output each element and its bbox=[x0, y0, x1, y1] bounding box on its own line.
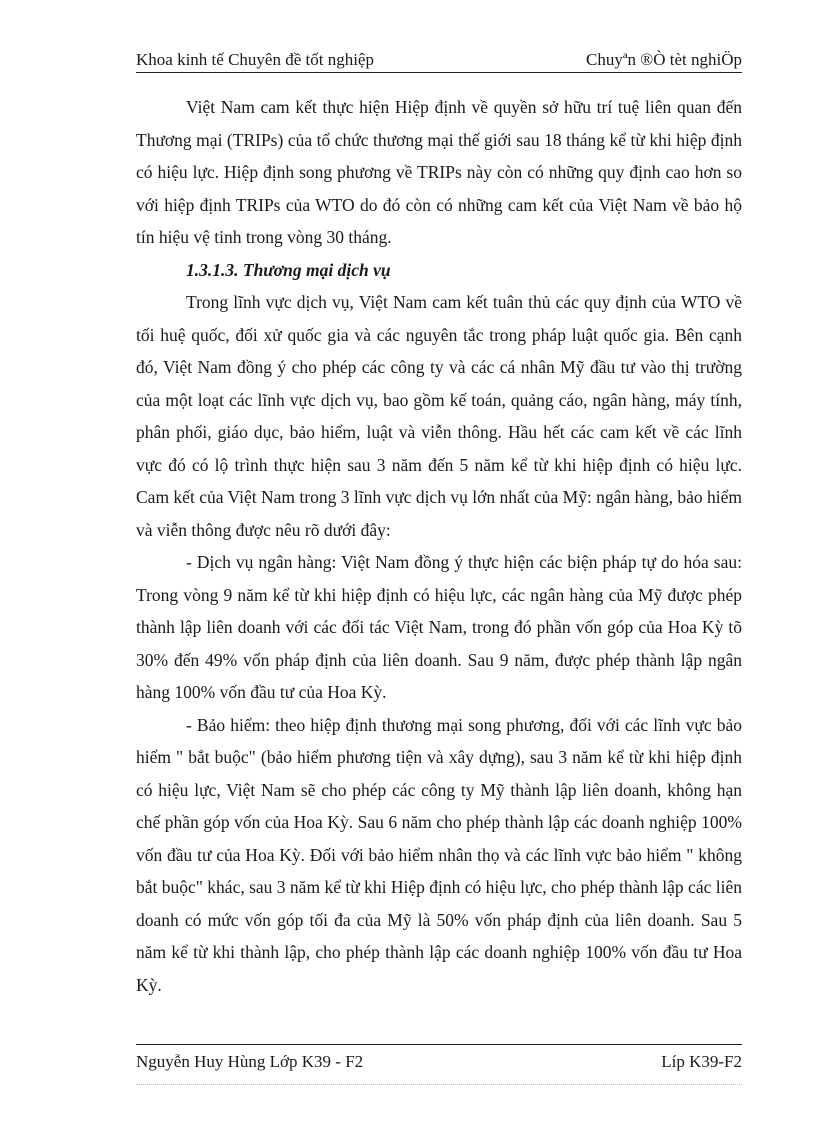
paragraph-services: Trong lĩnh vực dịch vụ, Việt Nam cam kết tuân thủ các quy định của WTO về tối huệ quốc, đối xử quốc gia và các nguyên tắc trong pháp luật quốc gia. Bên cạnh đó, Việt Nam đồng ý cho phép các công ty và các cá nhân Mỹ đầu tư vào thị trường của một loạt các lĩnh vực dịch vụ, bao gồm kế toán, quảng cáo, ngân hàng, máy tính, phân phối, giáo dục, bảo hiểm, luật và viễn thông. Hầu hết các cam kết về các lĩnh vực đó có lộ trình thực hiện sau 3 năm đến 5 năm kể từ khi hiệp định có hiệu lực. Cam kết của Việt Nam trong 3 lĩnh vực dịch vụ lớn nhất của Mỹ: ngân hàng, bảo hiểm và viễn thông được nêu rõ dưới đây: bbox=[136, 292, 742, 540]
section-heading: 1.3.1.3. Thương mại dịch vụ bbox=[186, 259, 391, 280]
page-header bbox=[136, 48, 742, 73]
document-body bbox=[136, 91, 742, 1001]
page-footer bbox=[136, 1044, 742, 1075]
paragraph-banking: - Dịch vụ ngân hàng: Việt Nam đồng ý thực hiện các biện pháp tự do hóa sau: Trong vòng 9 năm kể từ khi hiệp định có hiệu lực, các ngân hàng của Mỹ được phép thành lập liên doanh với các đối tác Việt Nam, trong đó phần vốn góp của Hoa Kỳ tõ 30% đến 49% vốn pháp định của liên doanh. Sau 9 năm, được phép thành lập ngân hàng 100% vốn đầu tư của Hoa Kỳ. bbox=[136, 552, 742, 702]
header-right-text: Chuyªn ®Ò tèt nghiÖp bbox=[586, 50, 742, 69]
paragraph-trips: Việt Nam cam kết thực hiện Hiệp định về quyền sở hữu trí tuệ liên quan đến Thương mại (TRIPs) của tổ chức thương mại thế giới sau 18 tháng kể từ khi hiệp định có hiệu lực. Hiệp định song phương về TRIPs này còn có những quy định cao hơn so với hiệp định TRIPs của WTO do đó còn có những cam kết của Việt Nam về bảo hộ tín hiệu vệ tinh trong vòng 30 tháng. bbox=[136, 97, 742, 247]
paragraph-insurance: - Bảo hiểm: theo hiệp định thương mại song phương, đối với các lĩnh vực bảo hiểm " bắt buộc" (bảo hiểm phương tiện và xây dựng), sau 3 năm kể từ khi hiệp định có hiệu lực, Việt Nam sẽ cho phép các công ty Mỹ thành lập liên doanh, không hạn chế phần góp vốn của Hoa Kỳ. Sau 6 năm cho phép thành lập các doanh nghiệp 100% vốn đầu tư của Hoa Kỳ. Đối với bảo hiểm nhân thọ và các lĩnh vực bảo hiểm " không bắt buộc" khác, sau 3 năm kể từ khi Hiệp định có hiệu lực, cho phép thành lập các liên doanh có mức vốn góp tối đa của Mỹ là 50% vốn pháp định của liên doanh. Sau 5 năm kể từ khi thành lập, cho phép thành lập các doanh nghiệp 100% vốn đầu tư Hoa Kỳ. bbox=[136, 714, 742, 995]
footer-right-text: Líp K39-F2 bbox=[661, 1052, 742, 1071]
footer-left-text: Nguyễn Huy Hùng Lớp K39 - F2 bbox=[136, 1052, 364, 1071]
bottom-divider bbox=[136, 1084, 742, 1085]
header-left-text: Khoa kinh tế Chuyên đề tốt nghiệp bbox=[136, 50, 374, 69]
